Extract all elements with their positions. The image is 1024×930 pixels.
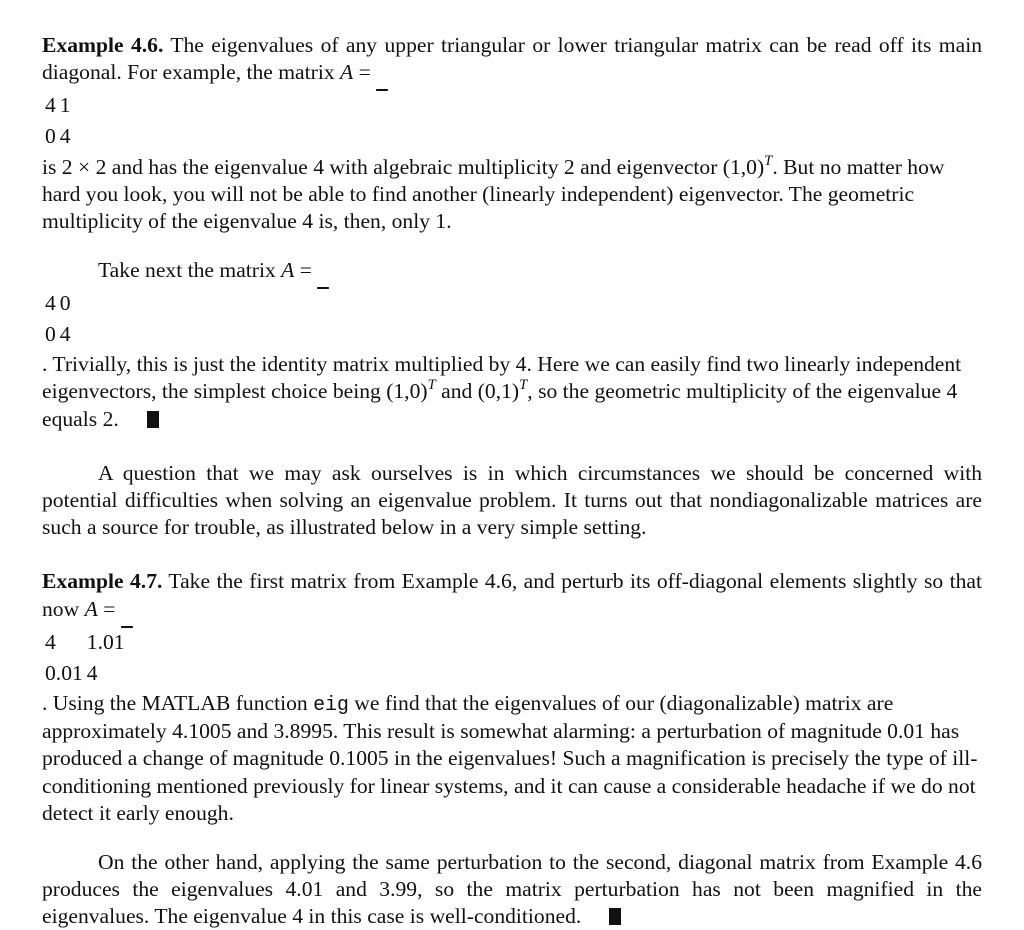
transpose-superscript: T bbox=[764, 152, 773, 169]
example-4-6-paragraph-2 bbox=[42, 257, 982, 287]
example-4-6-p2-text-d: , so the geometric multiplicity of the eigenvalue 4 equals 2. bbox=[42, 379, 958, 431]
matrix-1-cell: 0 bbox=[45, 124, 56, 149]
matrix-2-cell: 4 bbox=[59, 322, 71, 347]
matrix-2-cell: 4 bbox=[45, 290, 56, 315]
example-4-7-label: Example 4.7. bbox=[42, 569, 163, 594]
matrix-a-symbol: A bbox=[84, 596, 98, 621]
matrix-2-cell: 0 bbox=[45, 322, 56, 347]
matrix-3-cell: 0.01 bbox=[45, 660, 83, 685]
matrix-a-symbol: A bbox=[281, 257, 295, 282]
interlude-paragraph: A question that we may ask ourselves is in which circumstances we should be concerned with potential difficulties when solving an eigenvalue problem. It turns out that nondiagonalizable matrices are such a source for trouble, as illustrated below in a very simple setting. bbox=[42, 460, 982, 540]
example-4-7-text-1: Take the first matrix from Example 4.6, and perturb its off-diagonal elements slightly so that now bbox=[42, 569, 982, 621]
example-4-6-p2-text-c: and (0,1) bbox=[435, 379, 520, 404]
example-4-6-text-1: The eigenvalues of any upper triangular or lower triangular matrix can be read off its main diagonal. For example, the matrix bbox=[42, 33, 982, 85]
example-4-6-label: Example 4.6. bbox=[42, 33, 164, 57]
matrix-1-cell: 4 bbox=[45, 93, 56, 118]
example-4-6-p2-text-b: . Trivially, this is just the identity matrix multiplied by 4. Here we can easily find two linearly independent eigenvectors, the simplest choice being (1,0) bbox=[42, 352, 962, 404]
example-4-7-paragraph-2 bbox=[42, 849, 982, 930]
example-4-7-text-3: we find that the eigenvalues of our (diagonalizable) matrix are approximately 4.1005 and 3.8995. This result is somewhat alarming: a perturbation of magnitude 0.01 has produced a change of magnitude 0.1005 in the eigenvalues! Such a magnification is precisely the type of ill-conditioning mentioned previously for linear systems, and it can cause a considerable headache if we do not detect it early enough. bbox=[42, 691, 978, 825]
matrix-3-cell: 1.01 bbox=[86, 629, 125, 654]
matrix-2-cell: 0 bbox=[59, 290, 71, 315]
example-4-7-paragraph-1 bbox=[42, 568, 982, 625]
matrix-a-symbol: A bbox=[340, 60, 354, 85]
equals-sign: = bbox=[353, 60, 377, 85]
transpose-superscript: T bbox=[519, 377, 528, 394]
equals-sign: = bbox=[97, 596, 121, 621]
matrix-3-cell: 4 bbox=[45, 629, 56, 654]
matlab-eig-code: eig bbox=[313, 693, 349, 717]
matrix-3-cell: 4 bbox=[86, 660, 98, 685]
matrix-1-cell: 4 bbox=[59, 124, 71, 149]
example-4-7-p2-text: On the other hand, applying the same perturbation to the second, diagonal matrix from Example 4.6 produces the eigenvalues 4.01 and 3.99, so the matrix perturbation has not been magnified in the eigenvalues. The eigenvalue 4 in this case is well-conditioned. bbox=[42, 849, 982, 929]
qed-square-icon bbox=[609, 908, 621, 925]
equals-sign: = bbox=[294, 257, 318, 282]
example-4-6-p2-text-a: Take next the matrix bbox=[98, 257, 282, 282]
example-4-6-text-3: . But no matter how hard you look, you will not be able to find another (linearly independent) eigenvector. The geometric multiplicity of the eigenvalue 4 is, then, only 1. bbox=[42, 154, 945, 234]
example-4-6-paragraph-1 bbox=[42, 32, 982, 89]
matrix-1-cell: 1 bbox=[59, 93, 71, 118]
example-4-6-text-2: is 2 × 2 and has the eigenvalue 4 with algebraic multiplicity 2 and eigenvector (1,0) bbox=[42, 154, 765, 179]
example-4-7-text-2: . Using the MATLAB function bbox=[42, 691, 314, 716]
transpose-superscript: T bbox=[427, 377, 436, 394]
qed-square-icon bbox=[147, 411, 159, 428]
